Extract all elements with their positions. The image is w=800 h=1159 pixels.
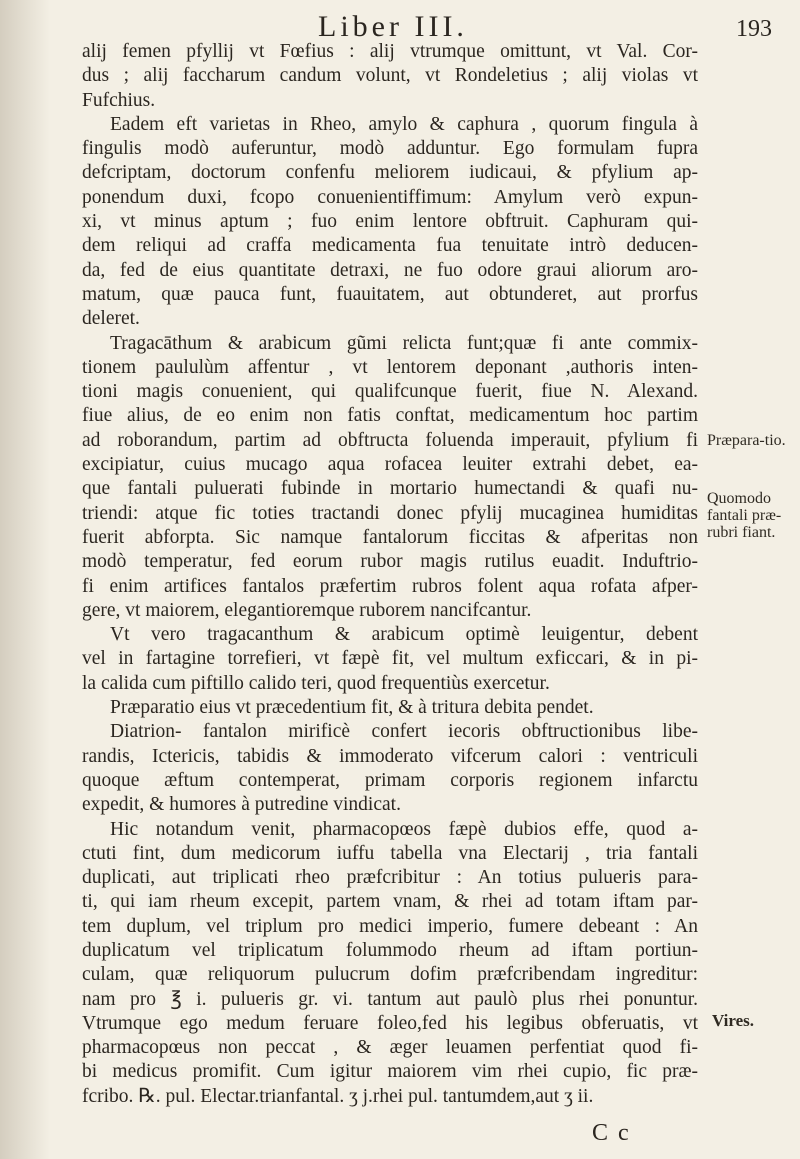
- text-line: excipiatur, cuius mucago aqua rofacea leuiter extrahi debet, ea-: [82, 454, 698, 476]
- text-line: fcribo. ℞. pul. Electar.trianfantal. ʒ j.rhei pul. tantumdem,aut ʒ ii.: [82, 1085, 594, 1107]
- text-line: ponendum duxi, fcopo conuenientiffimum: Amylum verò expun-: [82, 186, 698, 208]
- text-line: pharmacopœus non peccat , & æger leuamen perfentiat quod fi-: [82, 1037, 698, 1059]
- page-number: 193: [736, 16, 772, 42]
- text-line: fi enim artifices fantalos præfertim rubros folent aqua rofata afper-: [82, 575, 698, 597]
- text-line: culam, quæ reliquorum pulucrum dofim præfcribendam ingreditur:: [82, 964, 698, 986]
- text-line: deleret.: [82, 308, 140, 330]
- text-line: fuerit abforpta. Sic namque fantalorum ficcitas & afperitas non: [82, 526, 698, 548]
- text-line: Hic notandum venit, pharmacopœos fæpè dubios effe, quod a-: [110, 818, 698, 840]
- text-line: Eadem eft varietas in Rheo, amylo & caphura , quorum fingula à: [110, 113, 698, 135]
- text-line: matum, quæ pauca funt, fuauitatem, aut obtunderet, aut prorfus: [82, 283, 698, 305]
- text-line: randis, Ictericis, tabidis & immoderato vifcerum calori : ventriculi: [82, 745, 698, 767]
- text-line: dem reliqui ad craffa medicamenta fua tenuitate intrò deducen-: [82, 235, 698, 257]
- text-line: fingulis modò auferuntur, modò adduntur. Ego formulam fupra: [82, 138, 698, 160]
- text-line: tem duplum, vel triplum pro medici imperio, fumere debeant : An: [82, 915, 698, 937]
- text-line: nam pro ℥ i. pulueris gr. vi. tantum aut paulò plus rhei ponuntur.: [82, 988, 698, 1010]
- text-line: ad roborandum, partim ad obftructa foluenda imperauit, pfylium fi: [82, 429, 698, 451]
- text-line: ctuti fint, dum medicorum iuffu tabella vna Electarij , tria fantali: [82, 842, 698, 864]
- text-line: quoque æftum contemperat, primam corporis regionem infarctu: [82, 769, 698, 791]
- margin-note-quomodo: Quomodo fantali præ-rubri fiant.: [707, 490, 782, 541]
- signature-mark: C c: [592, 1120, 631, 1146]
- text-line: duplicati, aut triplicati rheo præfcribitur : An totius pulueris para-: [82, 867, 698, 889]
- text-line: expedit, & humores à putredine vindicat.: [82, 794, 401, 816]
- text-line: duplicatum vel triplicatum folummodo rheum ad iftam portiun-: [82, 939, 698, 961]
- text-line: Fufchius.: [82, 89, 156, 111]
- text-line: la calida cum piftillo calido teri, quod frequentiùs exercetur.: [82, 672, 550, 694]
- text-line: ti, qui iam rheum excepit, partem vnam, & rhei ad totam iftam par-: [82, 891, 698, 913]
- text-line: Tragacāthum & arabicum gũmi relicta funt;quæ fi ante commix-: [110, 332, 698, 354]
- text-line: Diatrion- fantalon mirificè confert iecoris obftructionibus libe-: [110, 721, 698, 743]
- text-line: modò temperatur, fed eorum rubor magis rutilus euadit. Induftrio-: [82, 551, 698, 573]
- text-line: dus ; alij faccharum candum volunt, vt Rondeletius ; alij violas vt: [82, 65, 698, 87]
- margin-note-praeparatio: Præpara-tio.: [707, 432, 786, 449]
- text-line: que fantali puluerati fubinde in mortario humectandi & quafi nu-: [82, 478, 698, 500]
- text-line: defcriptam, doctorum confenfu meliorem iudicaui, & pfylium ap-: [82, 162, 698, 184]
- text-line: tionem paululùm affentur , vt lentorem deponant ,authoris inten-: [82, 356, 698, 378]
- body-text: [82, 40, 698, 1109]
- margin-note-vires: Vires.: [712, 1011, 755, 1030]
- text-line: da, fed de eius quantitate detraxi, ne fuo odore graui aliorum aro-: [82, 259, 698, 281]
- text-line: triendi: atque fic toties tractandi donec pfylij mucaginea humiditas: [82, 502, 698, 524]
- text-line: fiue alius, de eo enim non fatis conftat, medicamentum hoc partim: [82, 405, 698, 427]
- gutter-shadow: [0, 0, 50, 1159]
- text-line: xi, vt minus aptum ; fuo enim lentore obftruit. Caphuram qui-: [82, 211, 698, 233]
- text-line: Præparatio eius vt præcedentium fit, & à tritura debita pendet.: [110, 697, 594, 719]
- running-head: Liber III.: [318, 10, 468, 43]
- text-line: Vtrumque ego medum feruare foleo,fed his legibus obferuatis, vt: [82, 1012, 698, 1034]
- text-line: vel in fartagine torrefieri, vt fæpè fit, vel multum exficcari, & in pi-: [82, 648, 698, 670]
- text-line: gere, vt maiorem, elegantioremque ruborem nancifcantur.: [82, 599, 532, 621]
- text-line: Vt vero tragacanthum & arabicum optimè leuigentur, debent: [110, 624, 698, 646]
- text-line: tioni magis conuenient, qui qualifcunque fuerit, fiue N. Alexand.: [82, 381, 698, 403]
- text-line: alij femen pfyllij vt Fœfius : alij vtrumque omittunt, vt Val. Cor-: [82, 41, 698, 62]
- text-line: bi medicus promifit. Cum igitur maiorem vim rhei cupio, fic præ-: [82, 1061, 698, 1083]
